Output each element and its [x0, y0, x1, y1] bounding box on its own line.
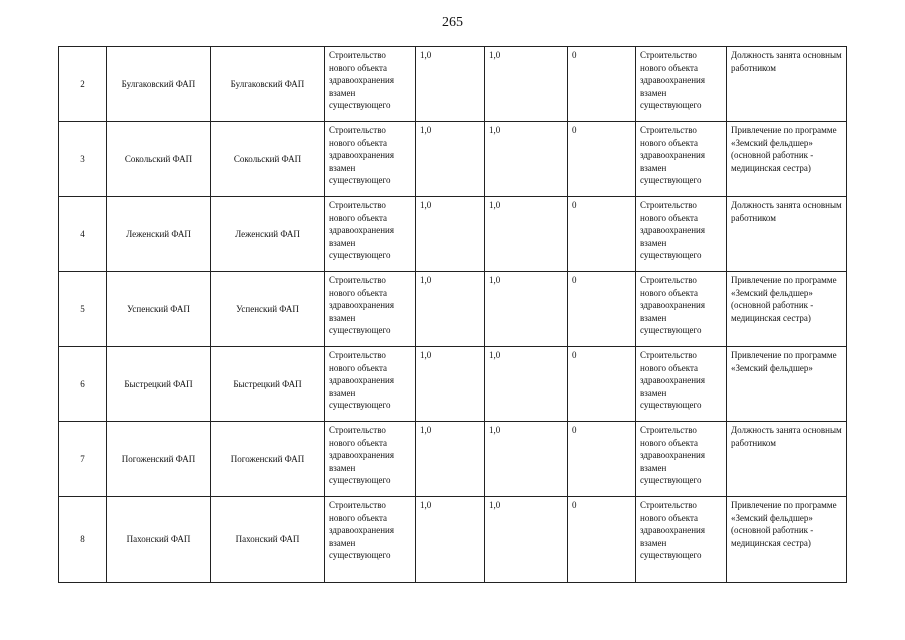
action-cell: Строительство нового объекта здравоохранения взамен существующего — [325, 497, 416, 583]
value-cell-1: 1,0 — [416, 122, 485, 197]
action-cell-2: Строительство нового объекта здравоохранения взамен существующего — [636, 347, 727, 422]
table-row — [59, 272, 847, 347]
table-row — [59, 422, 847, 497]
value-cell-2: 1,0 — [485, 122, 568, 197]
row-number: 6 — [59, 347, 107, 422]
value-cell-1: 1,0 — [416, 197, 485, 272]
facility-name: Пахонский ФАП — [107, 497, 211, 583]
value-cell-2: 1,0 — [485, 422, 568, 497]
action-cell-2: Строительство нового объекта здравоохранения взамен существующего — [636, 47, 727, 122]
action-cell: Строительство нового объекта здравоохранения взамен существующего — [325, 422, 416, 497]
facility-name: Леженский ФАП — [107, 197, 211, 272]
note-cell: Привлечение по программе «Земский фельдшер» — [727, 347, 847, 422]
page-number: 265 — [442, 15, 463, 30]
facility-name-2: Пахонский ФАП — [211, 497, 325, 583]
action-cell: Строительство нового объекта здравоохранения взамен существующего — [325, 47, 416, 122]
value-cell-2: 1,0 — [485, 497, 568, 583]
row-number: 5 — [59, 272, 107, 347]
note-cell: Должность занята основным работником — [727, 422, 847, 497]
table-row — [59, 347, 847, 422]
note-cell: Должность занята основным работником — [727, 197, 847, 272]
facility-name: Сокольский ФАП — [107, 122, 211, 197]
table-row — [59, 197, 847, 272]
value-cell-2: 1,0 — [485, 272, 568, 347]
facility-name: Булгаковский ФАП — [107, 47, 211, 122]
action-cell-2: Строительство нового объекта здравоохранения взамен существующего — [636, 197, 727, 272]
facilities-table — [58, 46, 847, 583]
note-cell: Должность занята основным работником — [727, 47, 847, 122]
value-cell-2: 1,0 — [485, 47, 568, 122]
row-number: 8 — [59, 497, 107, 583]
row-number: 3 — [59, 122, 107, 197]
action-cell-2: Строительство нового объекта здравоохранения взамен существующего — [636, 422, 727, 497]
action-cell-2: Строительство нового объекта здравоохранения взамен существующего — [636, 122, 727, 197]
facility-name: Успенский ФАП — [107, 272, 211, 347]
action-cell: Строительство нового объекта здравоохранения взамен существующего — [325, 197, 416, 272]
action-cell: Строительство нового объекта здравоохранения взамен существующего — [325, 347, 416, 422]
action-cell-2: Строительство нового объекта здравоохранения взамен существующего — [636, 272, 727, 347]
value-cell-3: 0 — [568, 272, 636, 347]
facility-name: Погоженский ФАП — [107, 422, 211, 497]
value-cell-1: 1,0 — [416, 422, 485, 497]
facility-name-2: Леженский ФАП — [211, 197, 325, 272]
value-cell-1: 1,0 — [416, 347, 485, 422]
facility-name: Быстрецкий ФАП — [107, 347, 211, 422]
row-number: 7 — [59, 422, 107, 497]
value-cell-1: 1,0 — [416, 272, 485, 347]
facility-name-2: Быстрецкий ФАП — [211, 347, 325, 422]
value-cell-1: 1,0 — [416, 47, 485, 122]
facility-name-2: Булгаковский ФАП — [211, 47, 325, 122]
value-cell-2: 1,0 — [485, 347, 568, 422]
note-cell: Привлечение по программе «Земский фельдшер» (основной работник - медицинская сестра) — [727, 122, 847, 197]
action-cell: Строительство нового объекта здравоохранения взамен существующего — [325, 272, 416, 347]
table-row — [59, 497, 847, 583]
row-number: 2 — [59, 47, 107, 122]
facility-name-2: Сокольский ФАП — [211, 122, 325, 197]
value-cell-1: 1,0 — [416, 497, 485, 583]
value-cell-3: 0 — [568, 47, 636, 122]
action-cell: Строительство нового объекта здравоохранения взамен существующего — [325, 122, 416, 197]
value-cell-2: 1,0 — [485, 197, 568, 272]
row-number: 4 — [59, 197, 107, 272]
note-cell: Привлечение по программе «Земский фельдшер» (основной работник - медицинская сестра) — [727, 272, 847, 347]
value-cell-3: 0 — [568, 347, 636, 422]
value-cell-3: 0 — [568, 497, 636, 583]
action-cell-2: Строительство нового объекта здравоохранения взамен существующего — [636, 497, 727, 583]
note-cell: Привлечение по программе «Земский фельдшер» (основной работник - медицинская сестра) — [727, 497, 847, 583]
value-cell-3: 0 — [568, 197, 636, 272]
table-row — [59, 122, 847, 197]
value-cell-3: 0 — [568, 122, 636, 197]
facility-name-2: Погоженский ФАП — [211, 422, 325, 497]
value-cell-3: 0 — [568, 422, 636, 497]
table-row — [59, 47, 847, 122]
facility-name-2: Успенский ФАП — [211, 272, 325, 347]
